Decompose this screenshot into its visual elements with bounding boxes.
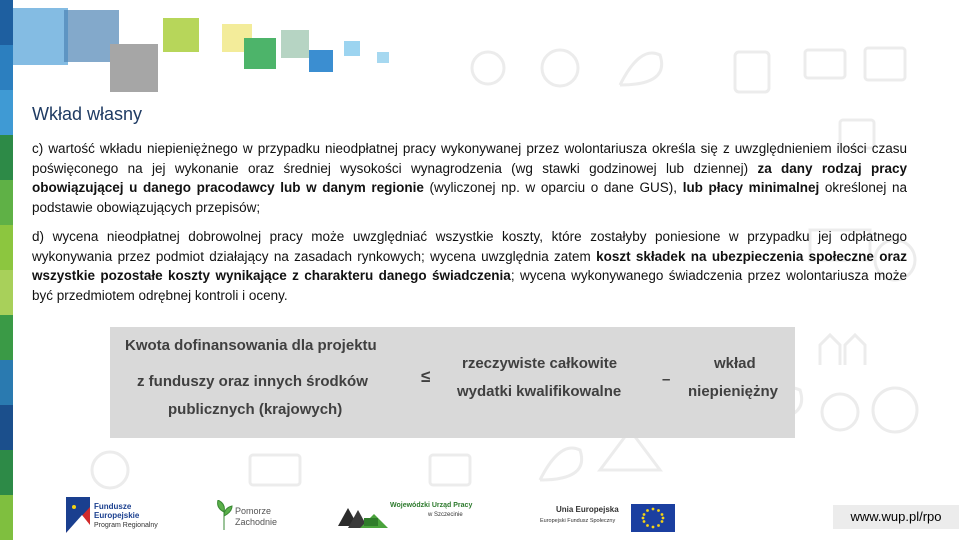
eu-flag-icon: [631, 504, 675, 532]
fan-icon: [542, 50, 578, 86]
fe-line1: Fundusze: [94, 502, 132, 511]
fundusze-europejskie-logo: [66, 496, 166, 534]
wup-emblem-icon: [338, 502, 388, 530]
wup-line1: Wojewódzki Urząd Pracy: [390, 502, 473, 509]
atom-icon: [873, 388, 917, 432]
fan-icon: [92, 452, 128, 488]
formula-right-line1: wkład: [714, 355, 756, 372]
formula-left-line2: z funduszy oraz innych środków: [137, 373, 368, 390]
pomorze-leaf-icon: [215, 500, 233, 530]
formula-box: [110, 327, 795, 438]
fe-line2: Europejskie: [94, 511, 140, 520]
fence-icon: [820, 335, 865, 365]
fe-flag-icon: [66, 497, 90, 533]
formula-mid-line1: rzeczywiste całkowite: [462, 355, 618, 372]
formula-right-line2: niepieniężny: [688, 383, 779, 400]
chat-icon: [865, 48, 905, 80]
paragraph-c: c) wartość wkładu niepieniężnego w przypadku nieodpłatnej pracy wykonywanej przez wolontariusza określa się z uwzględnieniem ilości czasu poświęconego na jej wykonanie oraz średniej wysokości wynagrodzenia (wg stawki godzinowej lub dziennej) za dany rodzaj pracy obowiązującej u danego pracodawcy lub w danym regionie (wyliczonej np. w oparciu o dane GUS), lub płacy minimalnej określonej na podstawie obowiązujących przepisów;: [32, 141, 908, 215]
unia-europejska-logo: [540, 504, 675, 534]
chat-icon: [805, 50, 845, 78]
formula-minus: –: [662, 371, 671, 388]
fe-line3: Program Regionalny: [94, 522, 158, 529]
website-url-link[interactable]: www.wup.pl/rpo: [833, 505, 959, 529]
page-title: Wkład własny: [32, 104, 143, 124]
tram-icon: [735, 52, 769, 92]
formula-left-line1: Kwota dofinansowania dla projektu: [125, 337, 377, 354]
ue-line1: Unia Europejska: [556, 505, 619, 514]
wup-line2: w Szczecinie: [428, 512, 463, 518]
ue-line2: Europejski Fundusz Społeczny: [540, 518, 616, 524]
leaf-icon: [540, 448, 582, 480]
formula-left-line3: publicznych (krajowych): [168, 401, 343, 418]
fan-icon: [822, 394, 858, 430]
briefcase-icon: [250, 455, 300, 485]
wup-logo: [338, 500, 483, 532]
pomorze-line2: Zachodnie: [235, 517, 278, 527]
leaf-icon: [620, 53, 662, 85]
paragraph-d: d) wycena nieodpłatnej dobrowolnej pracy może uwzględniać wszystkie koszty, które zostałyby poniesione w przypadku jej odpłatnego wykonywania przez podmiot działający na zasadach rynkowych; wycena uwzględnia zatem koszt składek na ubezpieczenia społeczne oraz wszystkie pozostałe koszty wynikające z charakteru danego świadczenia; wycena wykonywanego świadczenia przez wolontariusza może być przedmiotem odrębnej kontroli i oceny.: [32, 229, 907, 303]
formula-leq: ≤: [421, 367, 431, 386]
formula-mid-line2: wydatki kwalifikowalne: [457, 383, 622, 400]
footer-logos: [0, 492, 960, 540]
globe-icon: [472, 52, 504, 84]
pomorze-zachodnie-logo: [215, 500, 285, 534]
chat-icon: [430, 455, 470, 485]
pomorze-line1: Pomorze: [235, 506, 272, 516]
